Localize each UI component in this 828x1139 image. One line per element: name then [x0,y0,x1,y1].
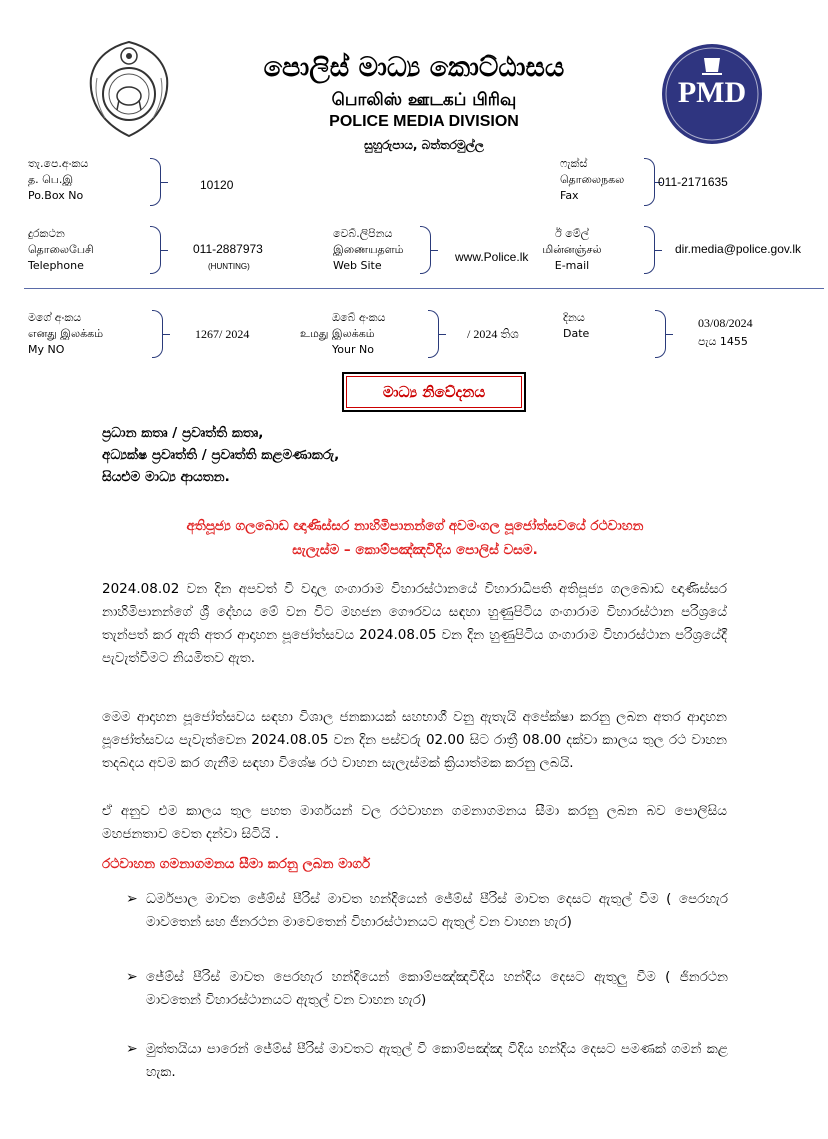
arrow-bullet-icon: ➢ [126,969,138,985]
paragraph: ඒ අනුව එම කාලය තුල පහත මාර්ගයන් වල රථවාහන ගමනාගමනය සීමා කරනු ලබන බව පොලිසිය මහජනතාව වෙත දන්වා සිටියි . [102,803,727,842]
routes-heading: රථවාහන ගමනාගමනය සීමා කරනු ලබන මාර්ග [102,856,371,872]
list-item: ➢ ජේම්ස් පීරිස් මාවත පෙරහැර හන්දියෙන් කොම්පඤ්ඤවීදිය හන්දිය දෙසට ඇතුලු වීම ( ජිනරථන මාවතෙන් විහාරස්ථානයට ඇතුල් වන වාහන හැර) [128,966,728,1012]
fax-value: 011-2171635 [658,175,728,189]
telephone-value: 011-2887973 [193,242,263,256]
page-title-english: POLICE MEDIA DIVISION [329,113,519,130]
website-labels: වෙබ්.ලිපිනය இணையதளம் Web Site [333,227,404,272]
brace [644,158,655,206]
paragraph: මෙම ආදාහන පූජෝත්සවය සඳහා විශාල ජනකායක් සහභාගී වනු ඇතැයි අපේක්ෂා කරනු ලබන අතර ආදාහන පූජෝත්සවය පැවැත්වෙන 2024.08.05 වන දින පස්වරු 02.00 සිට රාත්‍රී 08.00 දක්වා කාලය තුල රථ වාහන තදබදය අවම කර ගැනීම සඳහා විශේෂ රථ වාහන සැලැස්මක් ක්‍රියාත්මක කරනු ලබයි. [102,709,727,771]
notice-title: මාධ්‍ය නිවේදනය [342,372,526,412]
arrow-bullet-icon: ➢ [126,891,138,907]
addressee-block: ප්‍රධාන කතෘ / ප්‍රවෘත්ති කතෘ, අධ්‍යක්ෂ ප්‍රවෘත්ති / ප්‍රවෘත්ති කළමණාකරු, සියළුම මාධ්‍ය ආයතන. [102,425,340,485]
date-labels: දිනය Date [563,311,590,340]
brace [420,226,431,274]
telephone-note: (HUNTING) [208,262,250,271]
list-item: ➢ මුත්තයියා පාරෙන් ජේම්ස් පීරිස් මාවතට ඇතුල් වී කොම්පඤ්ඤ වීදිය හන්දිය දෙසට පමණක් ගමන් කළ හැක. [128,1038,728,1084]
your-no-labels: ඔබේ අංකය உமது இலக்கம் Your No [300,311,386,356]
time-value: පැය 1455 [698,335,748,348]
header-address: සුහුරුපාය, බත්තරමුල්ල [364,138,484,152]
your-no-value: / 2024 තිශ [467,327,519,341]
page-title-sinhala: පොලිස් මාධ්‍ය කොට්ඨාසය [263,52,565,83]
list-item: ➢ ධර්මපාල මාවත ජේම්ස් පීරිස් මාවත හන්දියෙන් ජේම්ස් පීරිස් මාවත දෙසට ඇතුල් වීම ( පෙරහැර මාවතෙන් සහ ජිනරථන මාවෙතෙන් විහාරස්ථානයට ඇතුල් වන වාහන හැර) [128,888,728,934]
my-no-value: 1267/ 2024 [195,327,250,341]
brace [150,226,161,274]
pobox-value: 10120 [200,178,234,192]
pmd-logo-text: PMD [677,76,747,109]
brace [655,310,666,358]
pobox-labels: තැ.පෙ.අංකය த. பெ.இ Po.Box No [28,157,89,202]
email-link[interactable]: dir.media@police.gov.lk [675,242,802,256]
page-title-tamil: பொலிஸ் ஊடகப் பிரிவு [331,90,517,110]
brace [152,310,163,358]
brace [644,226,655,274]
header-divider [24,288,824,289]
website-link[interactable]: www.Police.lk [455,250,529,264]
my-no-labels: මගේ අංකය எனது இலக்கம் My NO [28,311,104,356]
brace [150,158,161,206]
fax-labels: ෆැක්ස් தொலைநகல Fax [560,157,625,202]
brace [428,310,439,358]
paragraph: 2024.08.02 වන දින අපවත් වී වදාල ගංගාරාම විහාරස්ථානයේ විහාරාධිපති අතිපූජ්‍ය ගලබොඩ ඥාණිස්සර නාහිමිපානන්ගේ ශ්‍රී දේහය මේ වන විට මහජන ගෞරවය සඳහා හුණුපිටිය ගංගාරාම විහාරස්ථාන පරිශ්‍රයේ තැන්පත් කර ඇති අතර ආදාහන පූජෝත්සවය 2024.08.05 වන දින හුණුපිටිය ගංගාරාම විහාරස්ථාන පරිශ්‍රයේදී පැවැත්වීමට නියමිතව ඇත. [102,581,727,666]
date-value: 03/08/2024 [698,316,753,330]
arrow-bullet-icon: ➢ [126,1041,138,1057]
telephone-labels: දුරකථන தொலைபேசி Telephone [28,227,94,272]
email-labels: ඊ මේල් மின்னஞ்சல் E-mail [542,227,602,272]
notice-headline: අතිපූජ්‍ය ගලබොඩ ඥාණිස්සර නාහිමිපානන්ගේ අවමංගල පූජෝත්සවයේ රථවාහන සැලැස්ම – කොම්පඤ්ඤවීදිය පොලිස් වසම. [186,518,644,558]
